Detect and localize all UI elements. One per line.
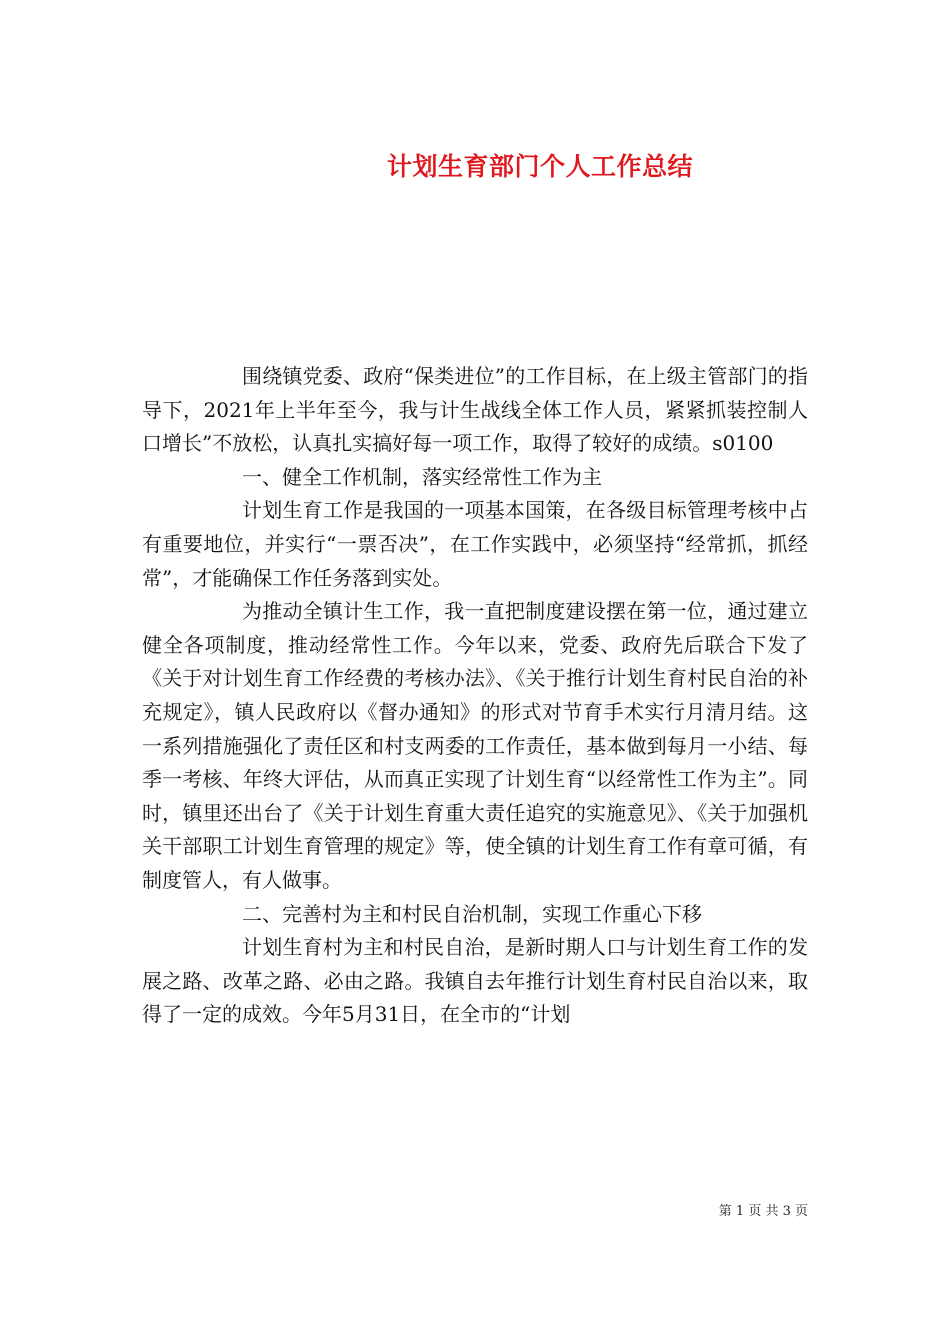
document-title: 计划生育部门个人工作总结 xyxy=(386,151,693,181)
page-number-footer: 第 1 页 共 3 页 xyxy=(718,1204,808,1219)
section-heading-2: 二、完善村为主和村民自治机制，实现工作重心下移 xyxy=(242,901,702,926)
paragraph-policy: 计划生育工作是我国的一项基本国策，在各级目标管理考核中占有重要地位，并实行“一票否决”，在工作实践中，必须坚持“经常抓，抓经常”，才能确保工作任务落到实处。 xyxy=(142,498,808,590)
document-body xyxy=(142,360,808,1032)
paragraph-village-autonomy: 计划生育村为主和村民自治，是新时期人口与计划生育工作的发展之路、改革之路、必由之路。我镇自去年推行计划生育村民自治以来，取得了一定的成效。今年5月31日，在全市的“计划 xyxy=(142,935,808,1027)
paragraph-system-building: 为推动全镇计生工作，我一直把制度建设摆在第一位，通过建立健全各项制度，推动经常性工作。今年以来，党委、政府先后联合下发了《关于对计划生育工作经费的考核办法》、《关于推行计划生育村民自治的补充规定》，镇人民政府以《督办通知》的形式对节育手术实行月清月结。这一系列措施强化了责任区和村支两委的工作责任，基本做到每月一小结、每季一考核、年终大评估，从而真正实现了计划生育“以经常性工作为主”。同时，镇里还出台了《关于计划生育重大责任追究的实施意见》、《关于加强机关干部职工计划生育管理的规定》等，使全镇的计划生育工作有章可循，有制度管人，有人做事。 xyxy=(142,599,808,892)
paragraph-intro: 围绕镇党委、政府“保类进位”的工作目标，在上级主管部门的指导下，2021年上半年至今，我与计生战线全体工作人员，紧紧抓装控制人口增长”不放松，认真扎实搞好每一项工作，取得了较好的成绩。s0100 xyxy=(142,364,808,456)
section-heading-1: 一、健全工作机制，落实经常性工作为主 xyxy=(242,464,602,489)
